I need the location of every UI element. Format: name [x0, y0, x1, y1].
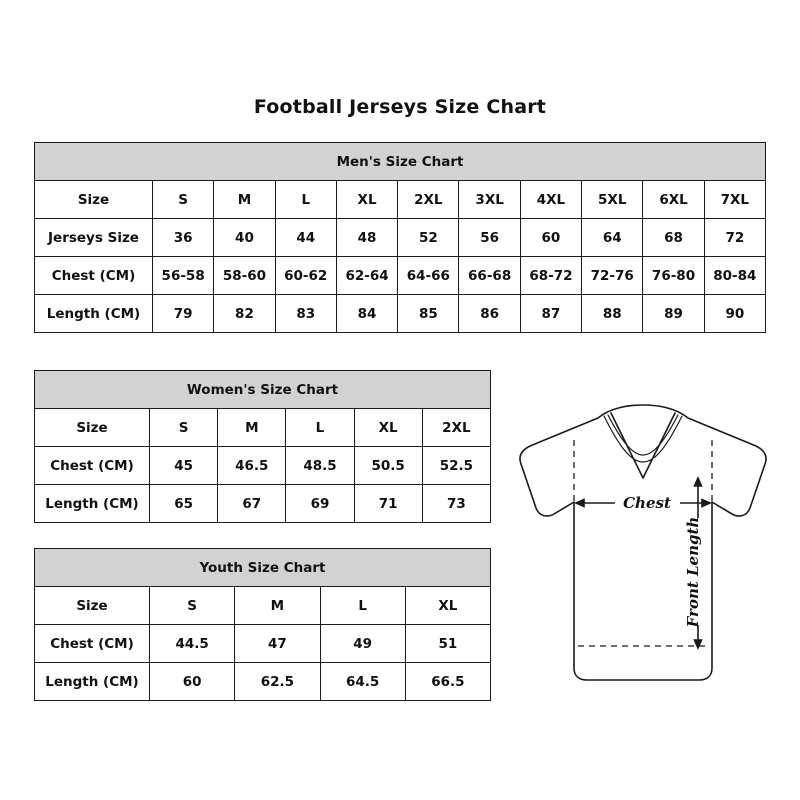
column-header-m: M [235, 587, 320, 625]
column-header-xl: XL [336, 181, 397, 219]
column-header-5xl: 5XL [582, 181, 643, 219]
cell: 48 [336, 219, 397, 257]
cell: 52.5 [422, 447, 490, 485]
column-header-3xl: 3XL [459, 181, 520, 219]
cell: 83 [275, 295, 336, 333]
row-label: Chest (CM) [35, 257, 153, 295]
cell: 69 [286, 485, 354, 523]
cell: 89 [643, 295, 704, 333]
cell: 52 [398, 219, 459, 257]
cell: 84 [336, 295, 397, 333]
column-header-s: S [153, 181, 214, 219]
cell: 88 [582, 295, 643, 333]
column-header-7xl: 7XL [704, 181, 765, 219]
column-header-2xl: 2XL [422, 409, 490, 447]
cell: 49 [320, 625, 405, 663]
table-header-row [35, 409, 491, 447]
cell: 58-60 [214, 257, 275, 295]
cell: 48.5 [286, 447, 354, 485]
cell: 67 [218, 485, 286, 523]
cell: 66-68 [459, 257, 520, 295]
mens-table-caption: Men's Size Chart [35, 143, 766, 181]
column-header-l: L [286, 409, 354, 447]
column-header-l: L [275, 181, 336, 219]
cell: 51 [405, 625, 490, 663]
table-caption-row [35, 549, 491, 587]
page-title: Football Jerseys Size Chart [253, 96, 547, 118]
cell: 71 [354, 485, 422, 523]
cell: 85 [398, 295, 459, 333]
cell: 68-72 [520, 257, 581, 295]
mens-size-chart-section [34, 142, 766, 333]
cell: 44 [275, 219, 336, 257]
cell: 50.5 [354, 447, 422, 485]
column-header-s: S [150, 409, 218, 447]
cell: 45 [150, 447, 218, 485]
cell: 64 [582, 219, 643, 257]
cell: 72 [704, 219, 765, 257]
cell: 47 [235, 625, 320, 663]
cell: 56 [459, 219, 520, 257]
jersey-outline [520, 405, 766, 680]
youth-size-chart-section [34, 548, 491, 701]
column-header-s: S [150, 587, 235, 625]
column-header-2xl: 2XL [398, 181, 459, 219]
cell: 76-80 [643, 257, 704, 295]
youth-table-caption: Youth Size Chart [35, 549, 491, 587]
cell: 90 [704, 295, 765, 333]
row-header-size: Size [35, 409, 150, 447]
cell: 60 [520, 219, 581, 257]
cell: 44.5 [150, 625, 235, 663]
jersey-measurement-diagram [498, 400, 788, 700]
table-row [35, 625, 491, 663]
chest-label: Chest [623, 494, 671, 512]
cell: 62.5 [235, 663, 320, 701]
column-header-4xl: 4XL [520, 181, 581, 219]
cell: 46.5 [218, 447, 286, 485]
column-header-xl: XL [354, 409, 422, 447]
cell: 65 [150, 485, 218, 523]
mens-size-table [34, 142, 766, 333]
table-row [35, 257, 766, 295]
cell: 79 [153, 295, 214, 333]
table-header-row [35, 587, 491, 625]
womens-size-table [34, 370, 491, 523]
womens-size-chart-section [34, 370, 491, 523]
table-row [35, 295, 766, 333]
table-caption-row [35, 143, 766, 181]
row-label: Jerseys Size [35, 219, 153, 257]
cell: 72-76 [582, 257, 643, 295]
row-header-size: Size [35, 587, 150, 625]
table-row [35, 219, 766, 257]
cell: 73 [422, 485, 490, 523]
cell: 80-84 [704, 257, 765, 295]
row-label: Chest (CM) [35, 447, 150, 485]
front-length-label: Front Length [684, 516, 702, 628]
column-header-l: L [320, 587, 405, 625]
row-header-size: Size [35, 181, 153, 219]
row-label: Length (CM) [35, 663, 150, 701]
cell: 87 [520, 295, 581, 333]
row-label: Chest (CM) [35, 625, 150, 663]
table-row [35, 447, 491, 485]
table-row [35, 663, 491, 701]
cell: 82 [214, 295, 275, 333]
cell: 64.5 [320, 663, 405, 701]
table-header-row [35, 181, 766, 219]
cell: 60 [150, 663, 235, 701]
column-header-xl: XL [405, 587, 490, 625]
cell: 40 [214, 219, 275, 257]
cell: 62-64 [336, 257, 397, 295]
column-header-6xl: 6XL [643, 181, 704, 219]
table-caption-row [35, 371, 491, 409]
cell: 36 [153, 219, 214, 257]
cell: 66.5 [405, 663, 490, 701]
cell: 86 [459, 295, 520, 333]
column-header-m: M [214, 181, 275, 219]
cell: 60-62 [275, 257, 336, 295]
row-label: Length (CM) [35, 295, 153, 333]
jersey-collar-inner-2 [608, 415, 678, 455]
column-header-m: M [218, 409, 286, 447]
cell: 64-66 [398, 257, 459, 295]
row-label: Length (CM) [35, 485, 150, 523]
youth-size-table [34, 548, 491, 701]
womens-table-caption: Women's Size Chart [35, 371, 491, 409]
cell: 68 [643, 219, 704, 257]
cell: 56-58 [153, 257, 214, 295]
table-row [35, 485, 491, 523]
